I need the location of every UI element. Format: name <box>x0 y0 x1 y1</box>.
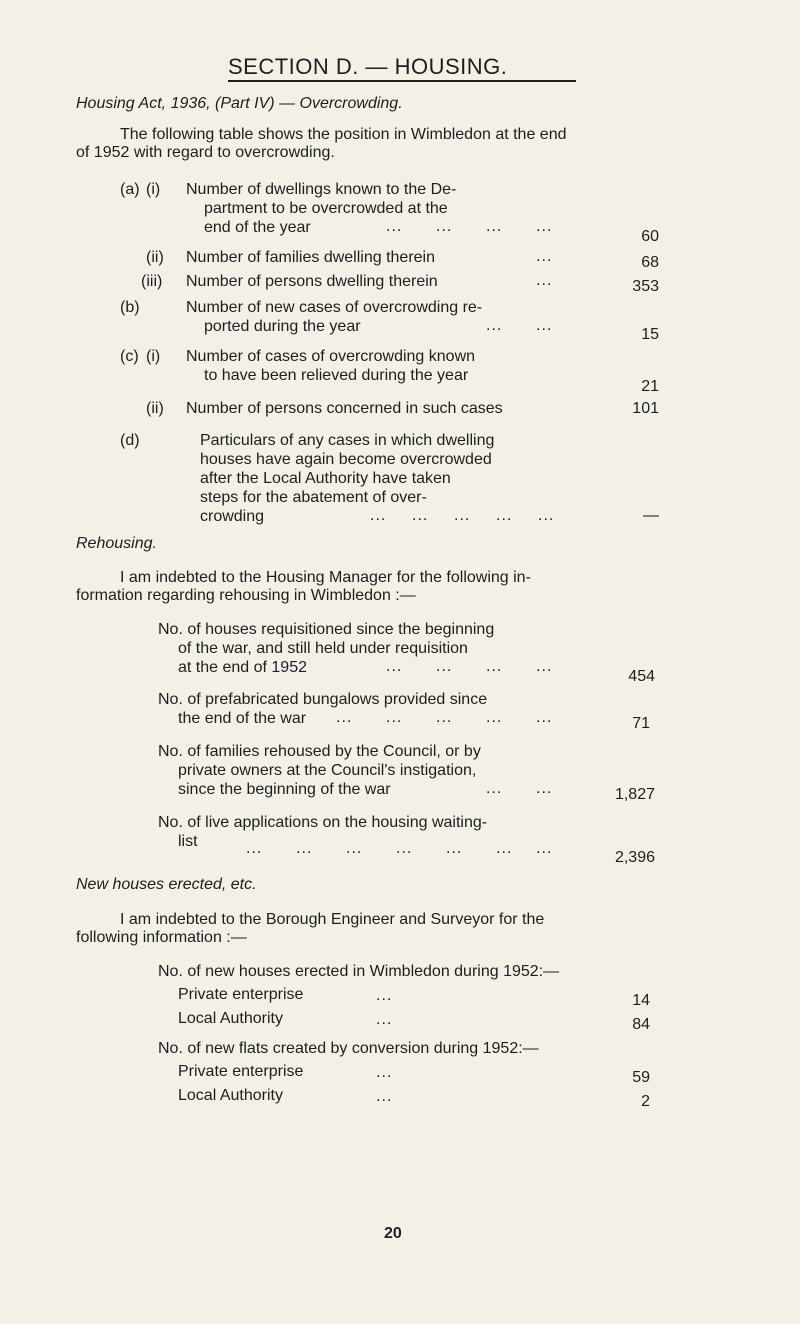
label-c: (c) <box>120 348 139 365</box>
value-b: 15 <box>641 326 659 343</box>
intro-line-1: The following table shows the position in Wimbledon at the end <box>120 126 567 143</box>
r1-dots-2: ... <box>436 658 453 675</box>
b-dots-2: ... <box>536 317 553 334</box>
b-line-1: Number of new cases of overcrowding re- <box>186 299 483 316</box>
c-ii-text: Number of persons concerned in such cases <box>186 400 503 417</box>
r2-line-2: the end of the war <box>178 710 307 727</box>
label-b: (b) <box>120 299 140 316</box>
c-i-line-2: to have been relieved during the year <box>204 367 469 384</box>
r1-line-1: No. of houses requisitioned since the beginning <box>158 621 495 638</box>
flats-heading: No. of new flats created by conversion during 1952:— <box>158 1040 539 1057</box>
r1-dots-4: ... <box>536 658 553 675</box>
a-i-line-2: partment to be overcrowded at the <box>204 200 448 217</box>
r2-dots-4: ... <box>486 709 503 726</box>
a-iii-text: Number of persons dwelling therein <box>186 273 438 290</box>
value-flats-private: 59 <box>632 1069 650 1086</box>
flats-private-dots: ... <box>376 1064 393 1081</box>
a-ii-dots: ... <box>536 248 553 265</box>
new-houses-intro-1: I am indebted to the Borough Engineer and Surveyor for the <box>120 911 545 928</box>
heading-overcrowding: Housing Act, 1936, (Part IV) — Overcrowding. <box>76 95 403 112</box>
r4-line-2: list <box>178 833 198 850</box>
r2-dots-2: ... <box>386 709 403 726</box>
title-underline <box>228 80 576 82</box>
r1-dots-1: ... <box>386 658 403 675</box>
r1-line-2: of the war, and still held under requisition <box>178 640 468 657</box>
r3-line-3: since the beginning of the war <box>178 781 391 798</box>
new-houses-intro-2: following information :— <box>76 929 247 946</box>
r3-dots-2: ... <box>536 780 553 797</box>
r2-dots-1: ... <box>336 709 353 726</box>
r1-dots-3: ... <box>486 658 503 675</box>
d-line-1: Particulars of any cases in which dwelling <box>200 432 495 449</box>
r1-line-3: at the end of 1952 <box>178 659 307 676</box>
d-line-4: steps for the abatement of over- <box>200 489 427 506</box>
r4-dots-5: ... <box>446 840 463 857</box>
r4-dots-3: ... <box>346 840 363 857</box>
r2-dots-5: ... <box>536 709 553 726</box>
value-r1: 454 <box>628 668 655 685</box>
houses-local-dots: ... <box>376 1011 393 1028</box>
label-a-iii: (iii) <box>141 273 163 290</box>
value-r4: 2,396 <box>614 849 655 866</box>
b-dots-1: ... <box>486 317 503 334</box>
section-title: SECTION D. — HOUSING. <box>228 54 508 79</box>
r4-line-1: No. of live applications on the housing waiting- <box>158 814 488 831</box>
r4-dots-1: ... <box>246 840 263 857</box>
rehousing-intro-2: formation regarding rehousing in Wimbledon :— <box>76 587 416 604</box>
label-a: (a) <box>120 181 140 198</box>
label-a-i: (i) <box>146 181 161 198</box>
page-number: 20 <box>384 1225 402 1242</box>
d-dots-1: ... <box>370 507 387 524</box>
r4-dots-2: ... <box>296 840 313 857</box>
value-a-i: 60 <box>641 228 659 245</box>
houses-private-label: Private enterprise <box>178 986 304 1003</box>
a-i-dots-4: ... <box>536 218 553 235</box>
flats-local-label: Local Authority <box>178 1087 283 1104</box>
label-c-i: (i) <box>146 348 161 365</box>
heading-rehousing: Rehousing. <box>76 535 157 552</box>
a-i-line-1: Number of dwellings known to the De- <box>186 181 457 198</box>
r2-line-1: No. of prefabricated bungalows provided since <box>158 691 488 708</box>
d-dots-5: ... <box>538 507 555 524</box>
value-r2: 71 <box>632 715 650 732</box>
r4-dots-6: ... <box>496 840 513 857</box>
value-r3: 1,827 <box>614 786 655 803</box>
a-i-dots-3: ... <box>486 218 503 235</box>
value-a-ii: 68 <box>641 254 659 271</box>
value-c-ii: 101 <box>632 400 659 417</box>
c-i-line-1: Number of cases of overcrowding known <box>186 348 476 365</box>
d-dots-2: ... <box>412 507 429 524</box>
a-iii-dots: ... <box>536 272 553 289</box>
a-i-dots-2: ... <box>436 218 453 235</box>
r3-dots-1: ... <box>486 780 503 797</box>
flats-private-label: Private enterprise <box>178 1063 304 1080</box>
houses-local-label: Local Authority <box>178 1010 283 1027</box>
houses-heading: No. of new houses erected in Wimbledon during 1952:— <box>158 963 560 980</box>
d-line-5: crowding <box>200 508 265 525</box>
d-line-3: after the Local Authority have taken <box>200 470 451 487</box>
intro-line-2: of 1952 with regard to overcrowding. <box>76 144 335 161</box>
a-ii-text: Number of families dwelling therein <box>186 249 435 266</box>
r2-dots-3: ... <box>436 709 453 726</box>
houses-private-dots: ... <box>376 987 393 1004</box>
value-a-iii: 353 <box>632 278 659 295</box>
label-a-ii: (ii) <box>146 249 164 266</box>
flats-local-dots: ... <box>376 1088 393 1105</box>
value-houses-local: 84 <box>632 1016 650 1033</box>
d-dots-3: ... <box>454 507 471 524</box>
r4-dots-7: ... <box>536 840 553 857</box>
label-c-ii: (ii) <box>146 400 164 417</box>
r4-dots-4: ... <box>396 840 413 857</box>
a-i-dots-1: ... <box>386 218 403 235</box>
r3-line-2: private owners at the Council's instigation, <box>178 762 477 779</box>
value-c-i: 21 <box>641 378 659 395</box>
d-line-2: houses have again become overcrowded <box>200 451 492 468</box>
b-line-2: ported during the year <box>204 318 361 335</box>
a-i-line-3: end of the year <box>204 219 311 236</box>
r3-line-1: No. of families rehoused by the Council, or by <box>158 743 481 760</box>
label-d: (d) <box>120 432 140 449</box>
value-houses-private: 14 <box>632 992 650 1009</box>
heading-new-houses: New houses erected, etc. <box>76 876 257 893</box>
d-dots-4: ... <box>496 507 513 524</box>
value-d: — <box>643 507 659 524</box>
rehousing-intro-1: I am indebted to the Housing Manager for the following in- <box>120 569 531 586</box>
value-flats-local: 2 <box>641 1093 650 1110</box>
